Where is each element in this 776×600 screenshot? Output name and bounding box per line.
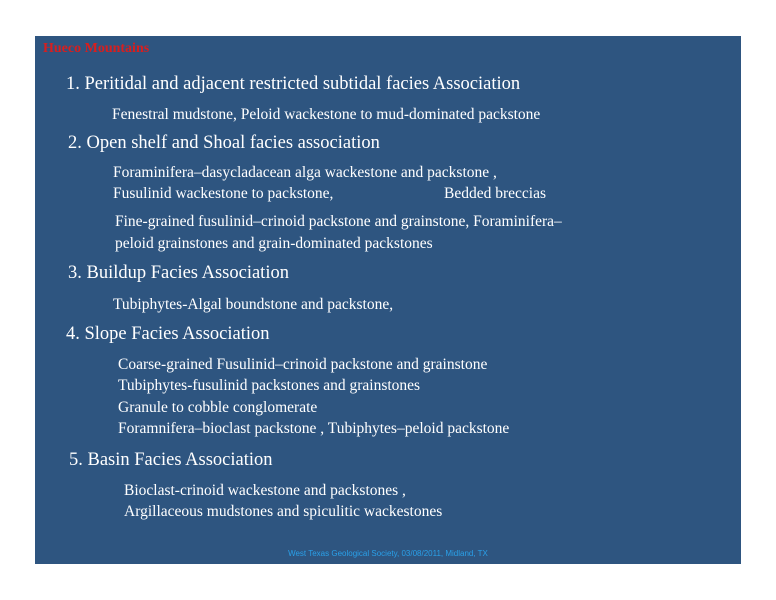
section-4-line-2: Tubiphytes-fusulinid packstones and grainstones [118, 377, 421, 394]
section-4-line-3: Granule to cobble conglomerate [118, 399, 318, 416]
section-heading-3: 3. Buildup Facies Association [68, 263, 289, 283]
slide-footer: West Texas Geological Society, 03/08/2011, Midland, TX [288, 549, 488, 558]
section-4-line-4: Foramnifera–bioclast packstone , Tubiphytes–peloid packstone [118, 420, 510, 437]
section-5-line-1: Bioclast-crinoid wackestone and packstones , [124, 482, 406, 499]
section-5-line-2: Argillaceous mudstones and spiculitic wackestones [124, 503, 443, 520]
section-2-line-1: Foraminifera–dasycladacean alga wackestone and packstone , [113, 164, 497, 181]
section-heading-1: 1. Peritidal and adjacent restricted subtidal facies Association [66, 74, 521, 94]
section-heading-2: 2. Open shelf and Shoal facies association [68, 133, 380, 153]
section-heading-4: 4. Slope Facies Association [66, 324, 270, 344]
section-4-line-1: Coarse-grained Fusulinid–crinoid packstone and grainstone [118, 356, 488, 373]
section-1-line-1: Fenestral mudstone, Peloid wackestone to mud-dominated packstone [112, 106, 541, 123]
section-2-line-4: Fine-grained fusulinid–crinoid packstone and grainstone, Foraminifera– [115, 213, 562, 230]
slide [35, 36, 741, 564]
section-2-line-2: Fusulinid wackestone to packstone, [113, 185, 334, 202]
slide-title: Hueco Mountains [43, 41, 150, 56]
section-3-line-1: Tubiphytes-Algal boundstone and packstone, [113, 296, 394, 313]
section-heading-5: 5. Basin Facies Association [69, 450, 273, 470]
section-2-line-3: Bedded breccias [444, 185, 546, 202]
section-2-line-5: peloid grainstones and grain-dominated packstones [115, 235, 433, 252]
